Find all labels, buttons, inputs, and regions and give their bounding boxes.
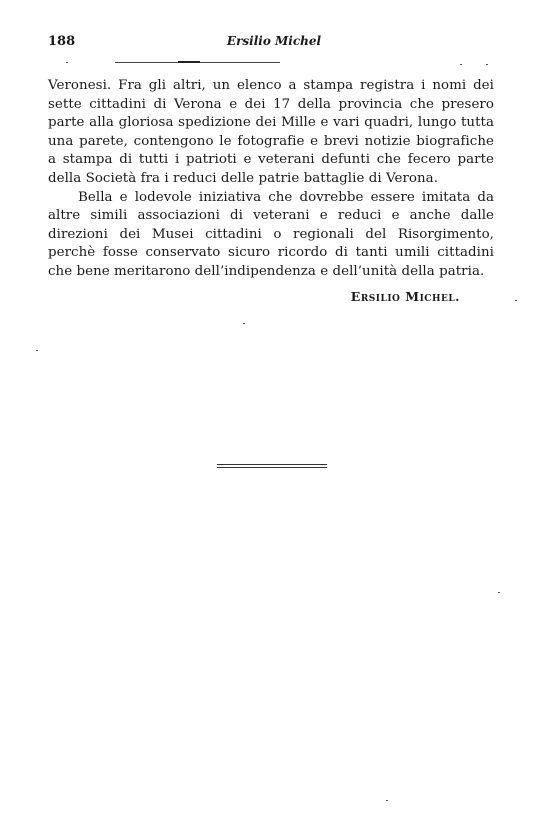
paragraph-1: Veronesi. Fra gli altri, un elenco a stampa registra i nomi dei sette cittadini di Verona e dei 17 della provincia che presero parte alla gloriosa spedizione dei Mille e vari quadri, lungo tutta una parete, contengono le fotografie e brevi notizie biografiche a stampa di tutti i patrioti e veterani defunti che fecero parte della Società fra i reduci delle patrie battaglie di Verona. [48, 78, 494, 186]
paragraph-2: Bella e lodevole iniziativa che dovrebbe essere imitata da altre simili associazioni di veterani e reduci e anche dalle direzioni dei Musei cittadini o regionali del Risorgimento, perchè fosse conservato sicuro ricordo di tanti umili cittadini che bene meritarono dell’indipendenza e dell’unità della patria. [48, 189, 494, 279]
print-speck [66, 62, 68, 63]
print-speck [243, 323, 245, 324]
running-head: Ersilio Michel [226, 34, 322, 48]
print-speck [486, 64, 488, 65]
print-speck [386, 800, 388, 801]
page-header [48, 34, 500, 54]
author-signature: Ersilio Michel. [350, 289, 460, 304]
print-speck [498, 592, 500, 593]
print-speck [460, 64, 462, 65]
body-text [48, 77, 494, 282]
page-number: 188 [48, 34, 76, 49]
print-speck [36, 350, 38, 351]
print-speck [515, 300, 517, 301]
end-rule [217, 464, 327, 465]
end-rule-double [217, 467, 327, 468]
header-rule-ornament [178, 61, 200, 63]
